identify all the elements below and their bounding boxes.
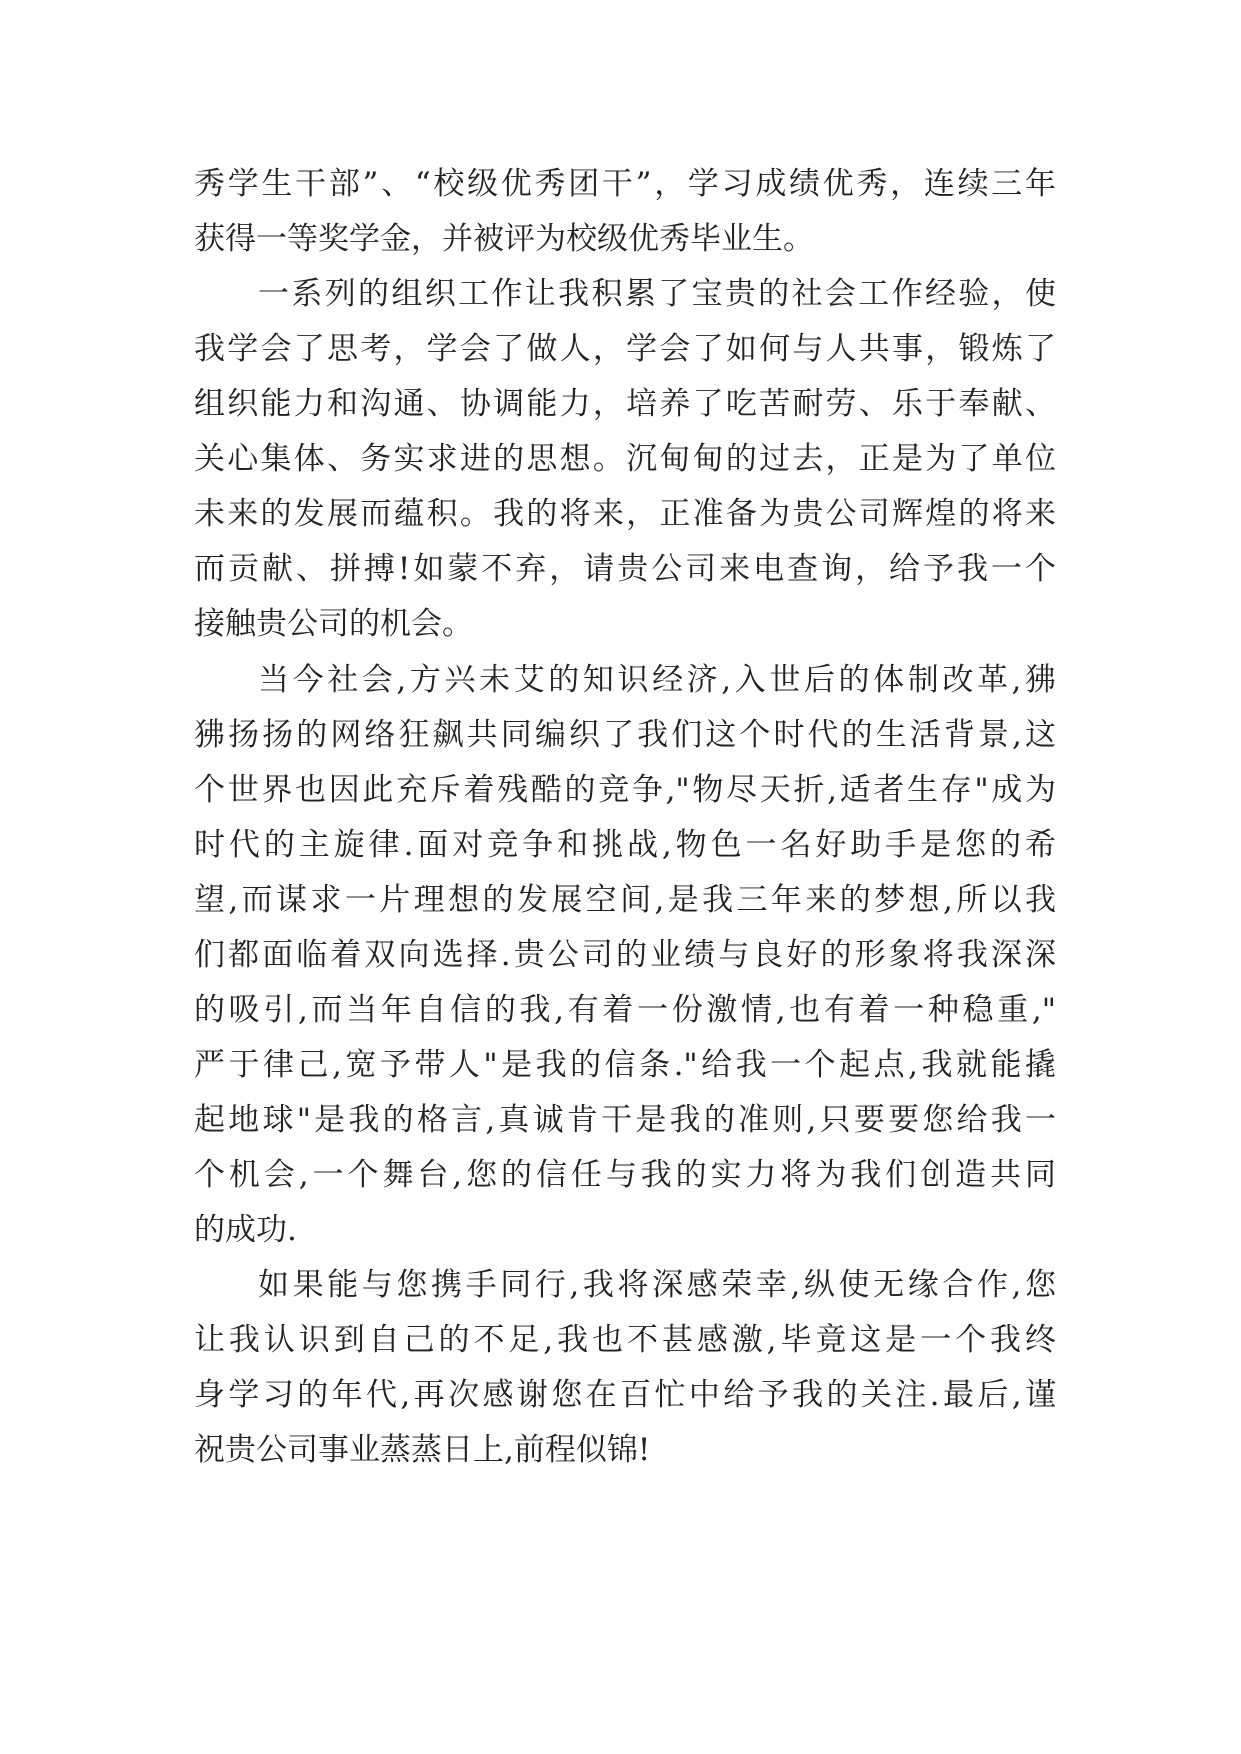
paragraph-first-line: 一系列的组织工作让我积累了宝贵的社会工作经验，使 xyxy=(258,276,1056,312)
text-line: 的吸引,而当年自信的我,有着一份激情,也有着一种稳重," xyxy=(194,992,1056,1028)
text-line: 获得一等奖学金，并被评为校级优秀毕业生。 xyxy=(194,221,814,257)
text-line: 的成功. xyxy=(194,1212,297,1248)
text-line: 个机会,一个舞台,您的信任与我的实力将为我们创造共同 xyxy=(194,1157,1056,1193)
text-line: 起地球"是我的格言,真诚肯干是我的准则,只要要您给我一 xyxy=(194,1102,1056,1138)
text-line: 严于律己,宽予带人"是我的信条."给我一个起点,我就能撬 xyxy=(194,1047,1056,1083)
text-line: 组织能力和沟通、协调能力，培养了吃苦耐劳、乐于奉献、 xyxy=(194,386,1056,422)
text-line: 接触贵公司的机会。 xyxy=(194,606,473,642)
paragraph-first-line: 当今社会,方兴未艾的知识经济,入世后的体制改革,狒 xyxy=(258,662,1056,698)
text-line: 秀学生干部”、“校级优秀团干”，学习成绩优秀，连续三年 xyxy=(194,166,1056,202)
paragraph-first-line: 如果能与您携手同行,我将深感荣幸,纵使无缘合作,您 xyxy=(258,1267,1056,1303)
text-line: 祝贵公司事业蒸蒸日上,前程似锦! xyxy=(194,1432,651,1468)
text-line: 望,而谋求一片理想的发展空间,是我三年来的梦想,所以我 xyxy=(194,882,1056,918)
text-line: 关心集体、务实求进的思想。沉甸甸的过去，正是为了单位 xyxy=(194,441,1056,477)
text-line: 们都面临着双向选择.贵公司的业绩与良好的形象将我深深 xyxy=(194,937,1056,973)
text-line: 我学会了思考，学会了做人，学会了如何与人共事，锻炼了 xyxy=(194,331,1056,367)
text-line: 让我认识到自己的不足,我也不甚感激,毕竟这是一个我终 xyxy=(194,1322,1056,1358)
text-line: 狒扬扬的网络狂飙共同编织了我们这个时代的生活背景,这 xyxy=(194,717,1056,753)
text-line: 个世界也因此充斥着残酷的竞争,"物尽天折,适者生存"成为 xyxy=(194,772,1056,808)
text-line: 时代的主旋律.面对竞争和挑战,物色一名好助手是您的希 xyxy=(194,827,1056,863)
text-line: 身学习的年代,再次感谢您在百忙中给予我的关注.最后,谨 xyxy=(194,1377,1056,1413)
text-line: 而贡献、拼搏!如蒙不弃，请贵公司来电查询，给予我一个 xyxy=(194,551,1056,587)
text-line: 未来的发展而蕴积。我的将来，正准备为贵公司辉煌的将来 xyxy=(194,496,1056,532)
